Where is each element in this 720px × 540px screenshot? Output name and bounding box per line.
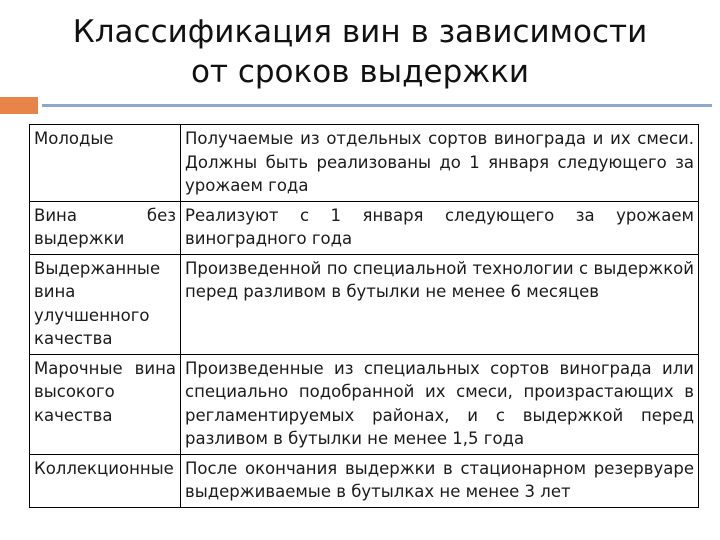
description-cell xyxy=(181,254,699,354)
table-row xyxy=(30,254,699,354)
category-label: Вина без выдержки xyxy=(34,205,176,248)
table-row xyxy=(30,454,699,507)
description-text: Произведенной по специальной технологии с выдержкой перед разливом в бутылки не менее 6 месяцев xyxy=(185,258,694,301)
category-label: Марочные вина высокого качества xyxy=(34,358,176,425)
category-label: Коллекционные xyxy=(34,458,174,478)
category-cell xyxy=(30,354,181,454)
description-text: Реализуют с 1 января следующего за урожаем виноградного года xyxy=(185,205,694,248)
category-cell xyxy=(30,454,181,507)
description-text: После окончания выдержки в стационарном резервуаре выдерживаемые в бутылках не менее 3 лет xyxy=(185,458,694,501)
category-label: Выдержанные вина улучшенного качества xyxy=(34,258,161,348)
description-text: Получаемые из отдельных сортов винограда и их смеси. Должны быть реализованы до 1 января следующего за урожаем года xyxy=(185,129,694,195)
description-cell xyxy=(181,354,699,454)
table-row xyxy=(30,354,699,454)
decorative-divider-bar xyxy=(42,104,712,107)
category-cell xyxy=(30,201,181,254)
description-cell xyxy=(181,125,699,202)
wine-classification-table xyxy=(29,124,699,508)
page-title xyxy=(0,12,720,92)
page-title-line-2: от сроков выдержки xyxy=(190,54,530,90)
page-title-line-1: Классификация вин в зависимости xyxy=(72,14,648,50)
table-row xyxy=(30,125,699,202)
category-cell xyxy=(30,254,181,354)
description-cell xyxy=(181,201,699,254)
description-text: Произведенные из специальных сортов винограда или специально подобранной их смеси, произрастающих в регламентируемых районах, и с выдержкой перед разливом в бутылки не менее 1,5 года xyxy=(185,358,694,448)
decorative-orange-block xyxy=(0,97,38,114)
category-cell xyxy=(30,125,181,202)
table-row xyxy=(30,201,699,254)
description-cell xyxy=(181,454,699,507)
category-label: Молодые xyxy=(34,129,114,148)
